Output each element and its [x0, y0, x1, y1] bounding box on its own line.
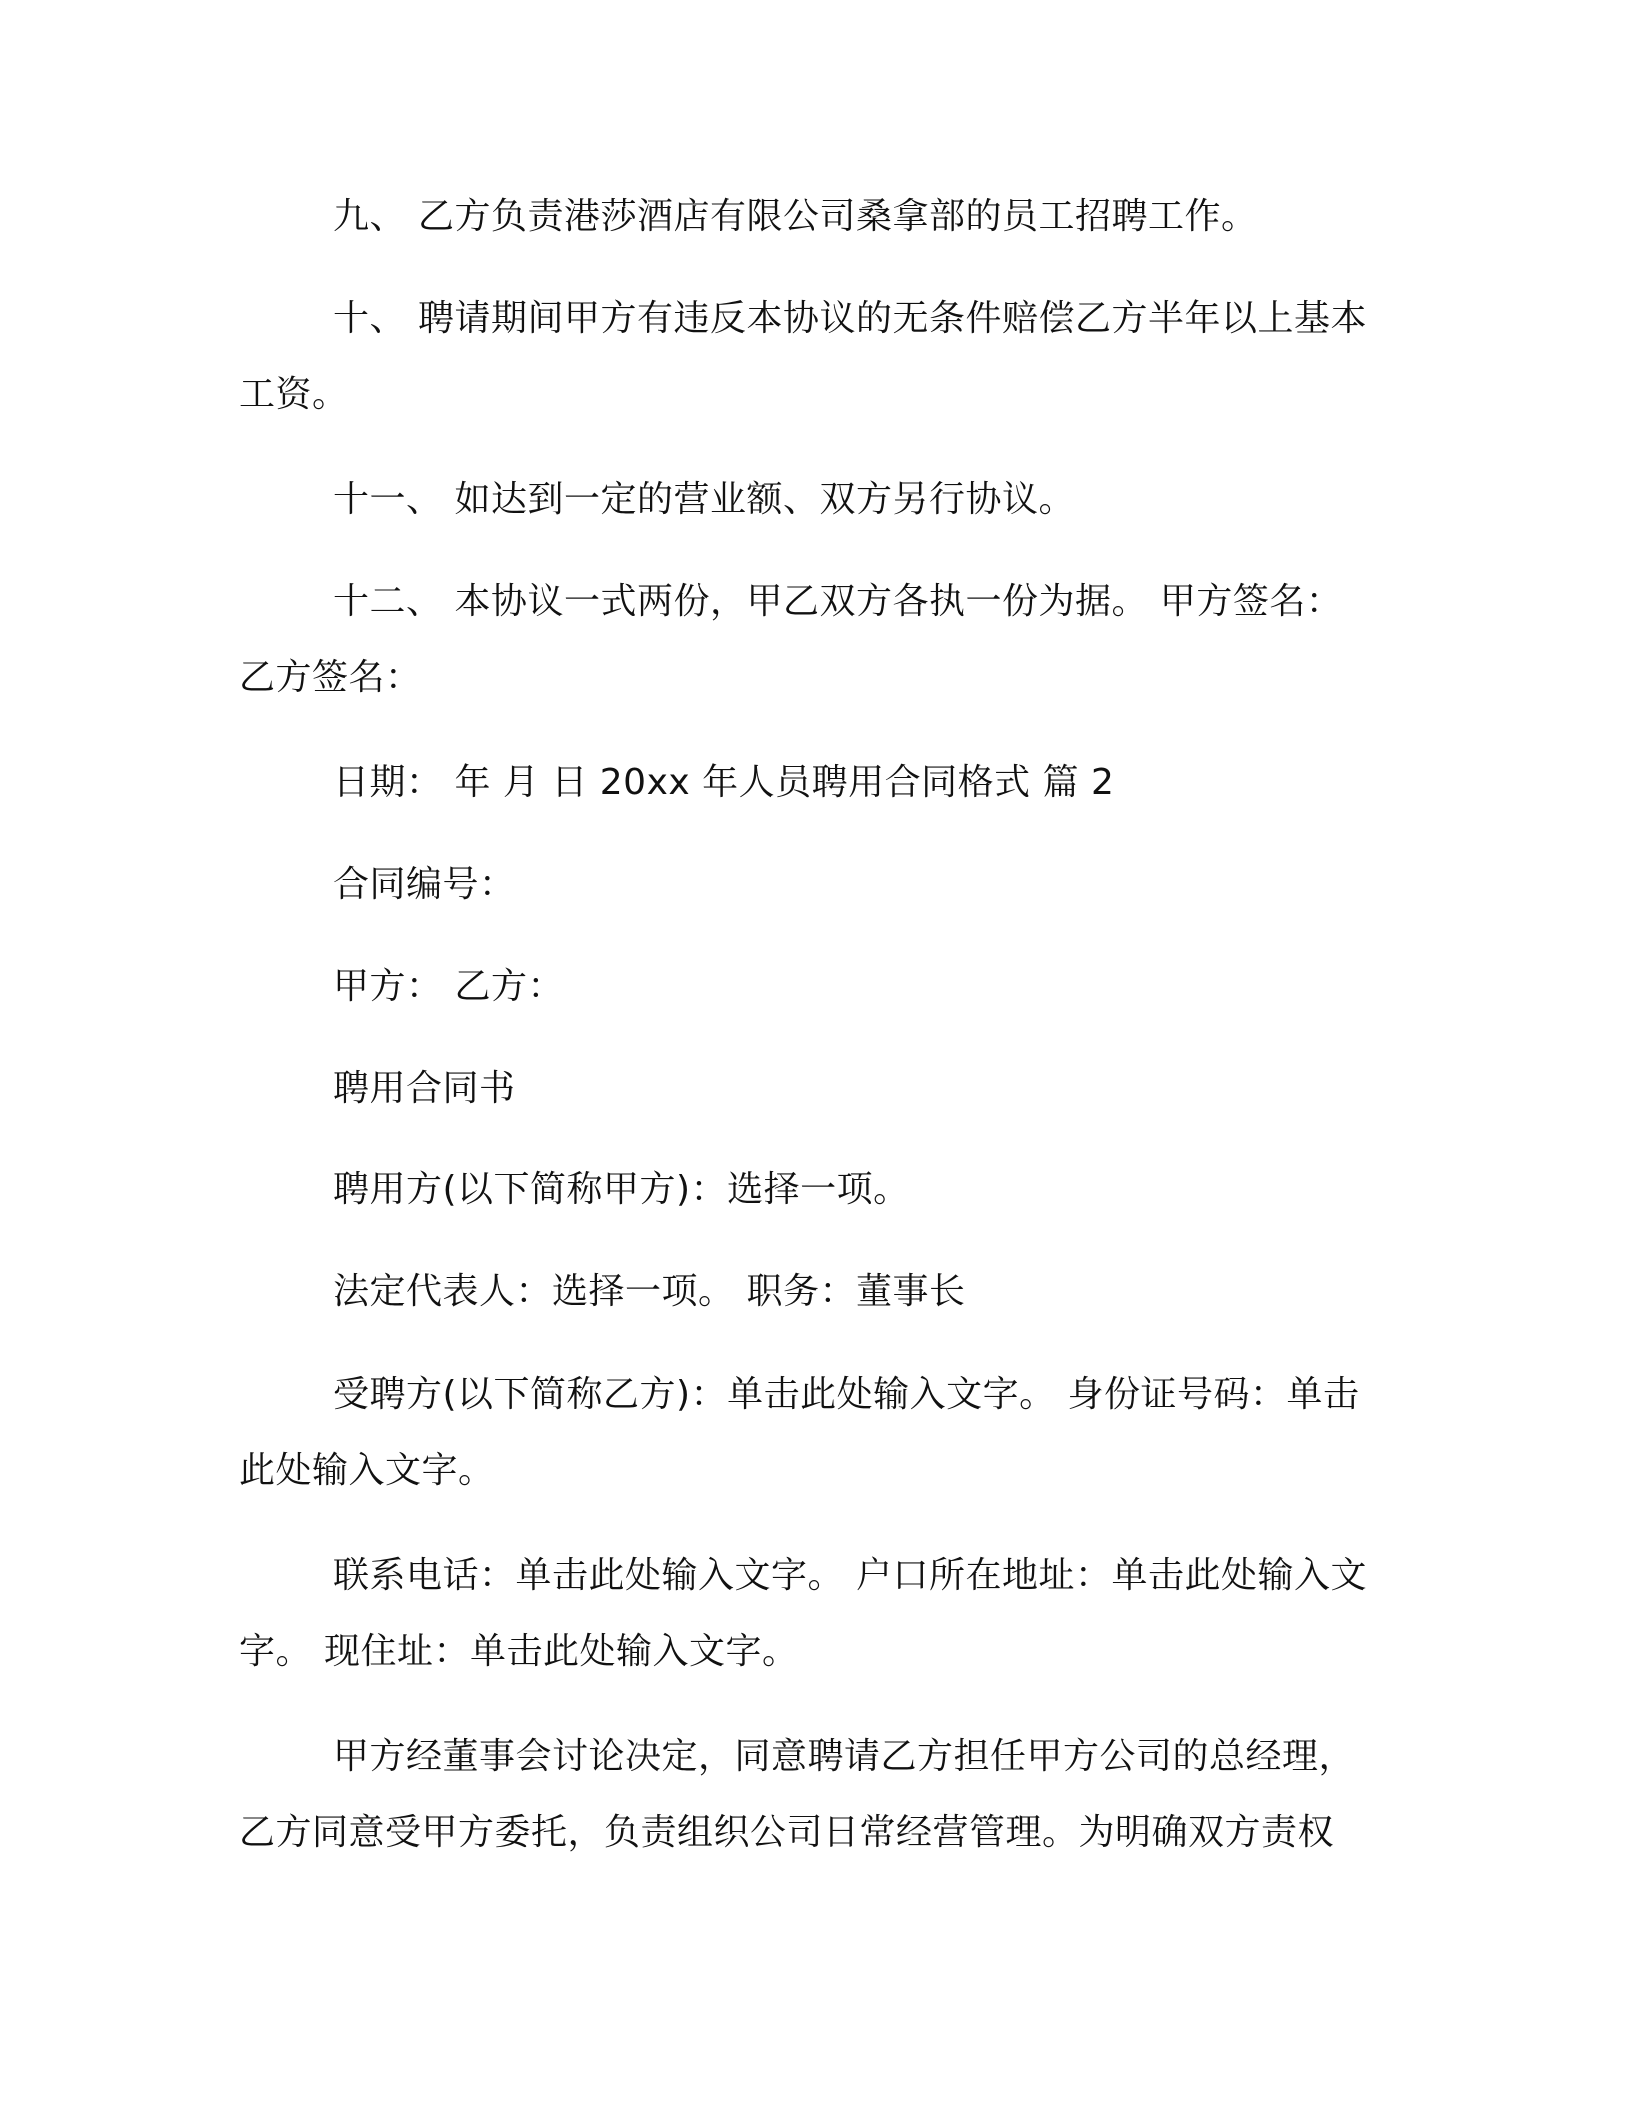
- contract-title: 聘用合同书: [333, 1068, 516, 1109]
- employer-line: 聘用方(以下简称甲方)：选择一项。: [333, 1169, 910, 1210]
- clause-10-cont: 工资。: [239, 374, 349, 415]
- intro-paragraph-cont: 乙方同意受甲方委托，负责组织公司日常经营管理。为明确双方责权: [239, 1812, 1335, 1853]
- clause-11: 十一、 如达到一定的营业额、双方另行协议。: [333, 479, 1075, 520]
- clause-10: 十、 聘请期间甲方有违反本协议的无条件赔偿乙方半年以上基本: [333, 298, 1367, 339]
- contact-line-cont: 字。 现住址：单击此处输入文字。: [239, 1631, 799, 1672]
- clause-9: 九、 乙方负责港莎酒店有限公司桑拿部的员工招聘工作。: [333, 196, 1258, 237]
- intro-paragraph: 甲方经董事会讨论决定，同意聘请乙方担任甲方公司的总经理，: [333, 1736, 1356, 1777]
- contact-line: 联系电话：单击此处输入文字。 户口所在地址：单击此处输入文: [333, 1555, 1367, 1596]
- employee-line-cont: 此处输入文字。: [239, 1450, 495, 1491]
- clause-12: 十二、 本协议一式两份，甲乙双方各执一份为据。 甲方签名：: [333, 581, 1343, 622]
- employee-line: 受聘方(以下简称乙方)：单击此处输入文字。 身份证号码：单击: [333, 1374, 1360, 1415]
- parties-line: 甲方： 乙方：: [333, 966, 564, 1007]
- legal-rep-line: 法定代表人：选择一项。 职务：董事长: [333, 1271, 966, 1312]
- date-line: 日期： 年 月 日 20xx 年人员聘用合同格式 篇 2: [333, 762, 1115, 803]
- clause-12-cont: 乙方签名：: [239, 657, 422, 698]
- contract-number: 合同编号：: [333, 864, 516, 905]
